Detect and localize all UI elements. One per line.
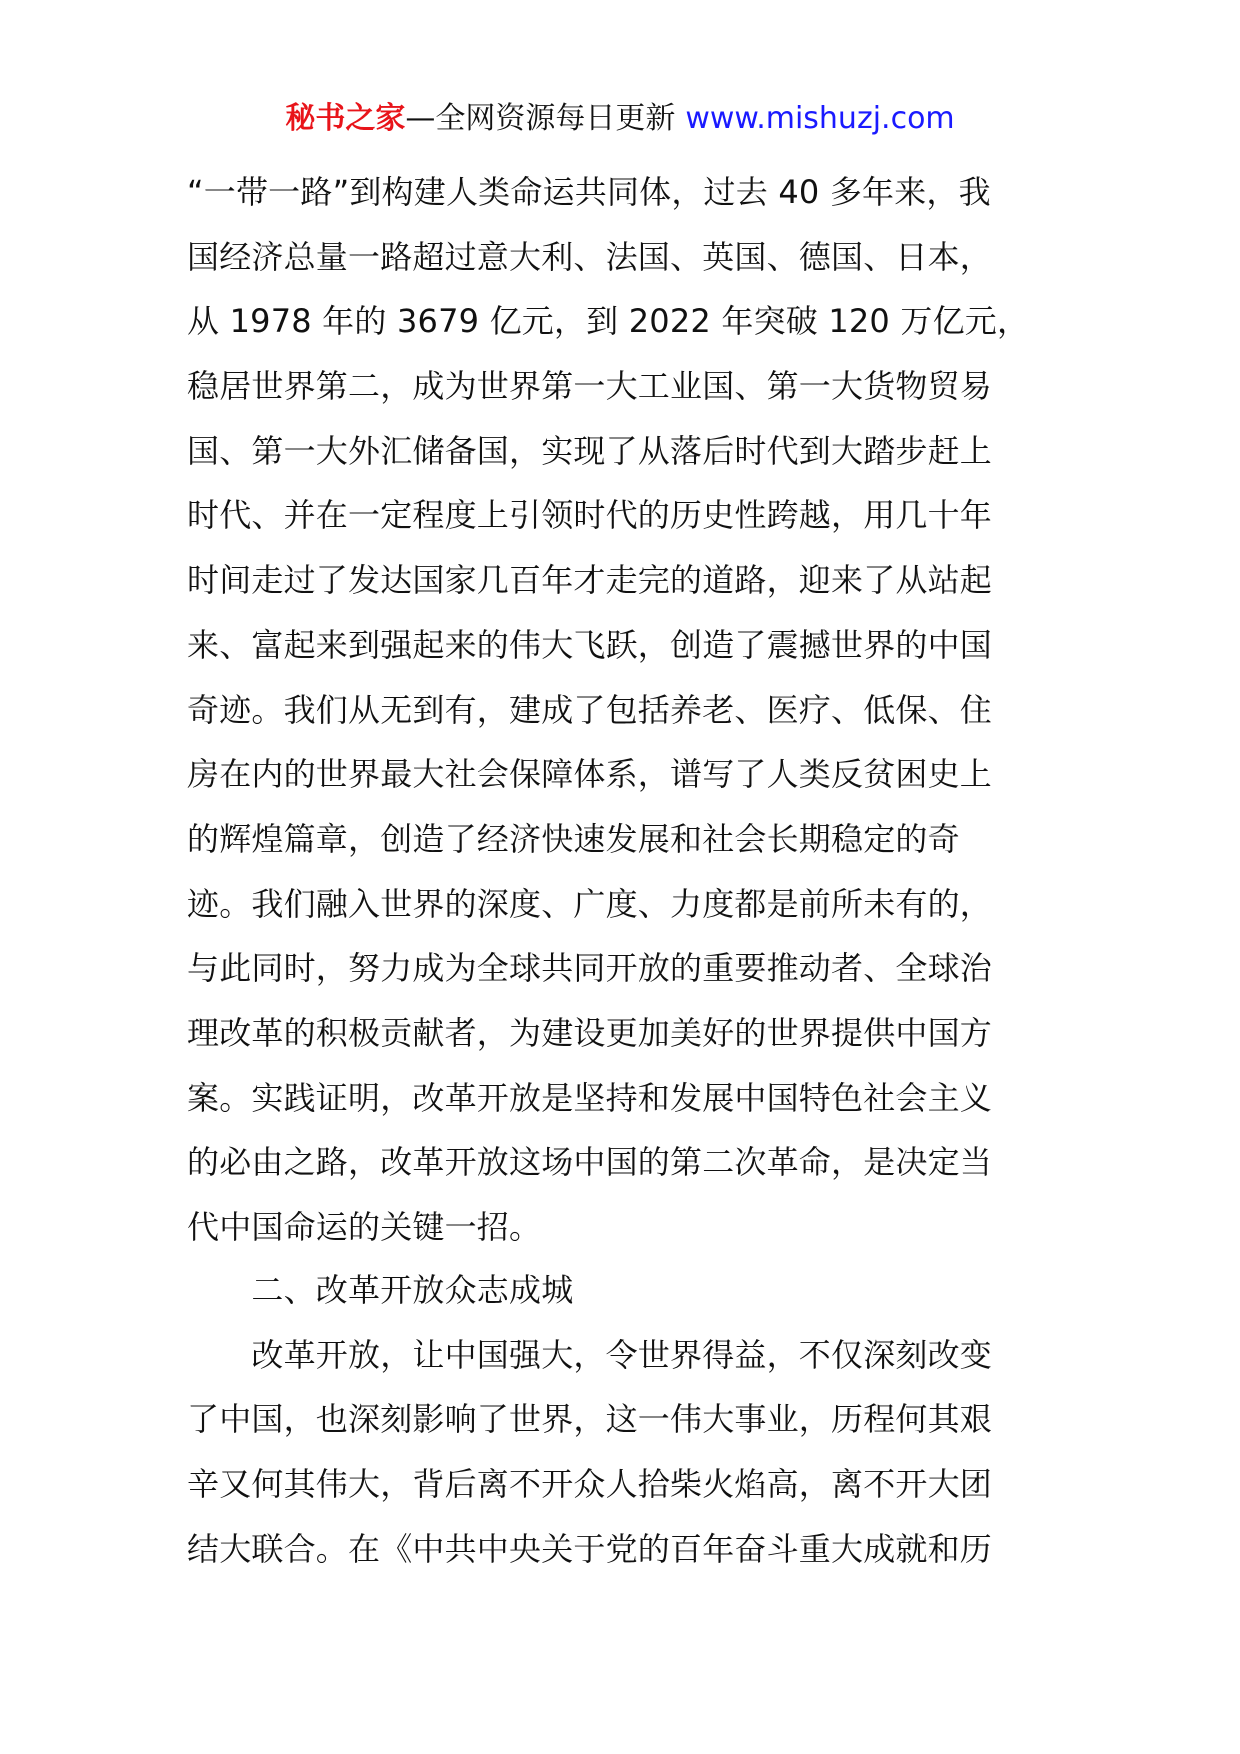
text-line: 了中国，也深刻影响了世界，这一伟大事业，历程何其艰 xyxy=(187,1400,993,1439)
text-line: 结大联合。在《中共中央关于党的百年奋斗重大成就和历 xyxy=(187,1529,993,1568)
text-line: 的辉煌篇章，创造了经济快速发展和社会长期稳定的奇 xyxy=(187,819,960,858)
page-header xyxy=(0,98,1240,140)
section-heading: 二、改革开放众志成城 xyxy=(187,1271,574,1309)
text-line: 从 1978 年的 3679 亿元，到 2022 年突破 120 万亿元， xyxy=(187,302,1030,341)
text-line: 国、第一大外汇储备国，实现了从落后时代到大踏步赶上 xyxy=(187,431,993,470)
brand-name: 秘书之家 xyxy=(285,101,406,136)
text-line: 国经济总量一路超过意大利、法国、英国、德国、日本， xyxy=(187,237,993,276)
body-paragraph-2 xyxy=(187,1258,1055,1581)
body-paragraph xyxy=(187,160,1055,1260)
text-line: 辛又何其伟大，背后离不开众人拾柴火焰高，离不开大团 xyxy=(187,1465,993,1504)
text-line: 来、富起来到强起来的伟大飞跃，创造了震撼世界的中国 xyxy=(187,625,993,664)
text-line: 时间走过了发达国家几百年才走完的道路，迎来了从站起 xyxy=(187,561,993,600)
text-line: 与此同时，努力成为全球共同开放的重要推动者、全球治 xyxy=(187,949,993,988)
header-tagline: —全网资源每日更新 xyxy=(405,101,676,136)
website-link[interactable]: www.mishuzj.com xyxy=(685,101,955,136)
text-line: 迹。我们融入世界的深度、广度、力度都是前所未有的， xyxy=(187,884,993,923)
text-line: 的必由之路，改革开放这场中国的第二次革命，是决定当 xyxy=(187,1143,993,1182)
text-line: “一带一路”到构建人类命运共同体，过去 40 多年来，我 xyxy=(187,173,991,211)
text-line: 稳居世界第二，成为世界第一大工业国、第一大货物贸易 xyxy=(187,367,993,406)
text-line: 理改革的积极贡献者，为建设更加美好的世界提供中国方 xyxy=(187,1013,993,1052)
text-line: 房在内的世界最大社会保障体系，谱写了人类反贫困史上 xyxy=(187,755,993,794)
text-line: 时代、并在一定程度上引领时代的历史性跨越，用几十年 xyxy=(187,496,993,535)
text-line: 改革开放，让中国强大，令世界得益，不仅深刻改变 xyxy=(187,1335,993,1374)
text-line: 代中国命运的关键一招。 xyxy=(187,1208,542,1246)
text-line: 奇迹。我们从无到有，建成了包括养老、医疗、低保、住 xyxy=(187,690,993,729)
text-line: 案。实践证明，改革开放是坚持和发展中国特色社会主义 xyxy=(187,1078,993,1117)
